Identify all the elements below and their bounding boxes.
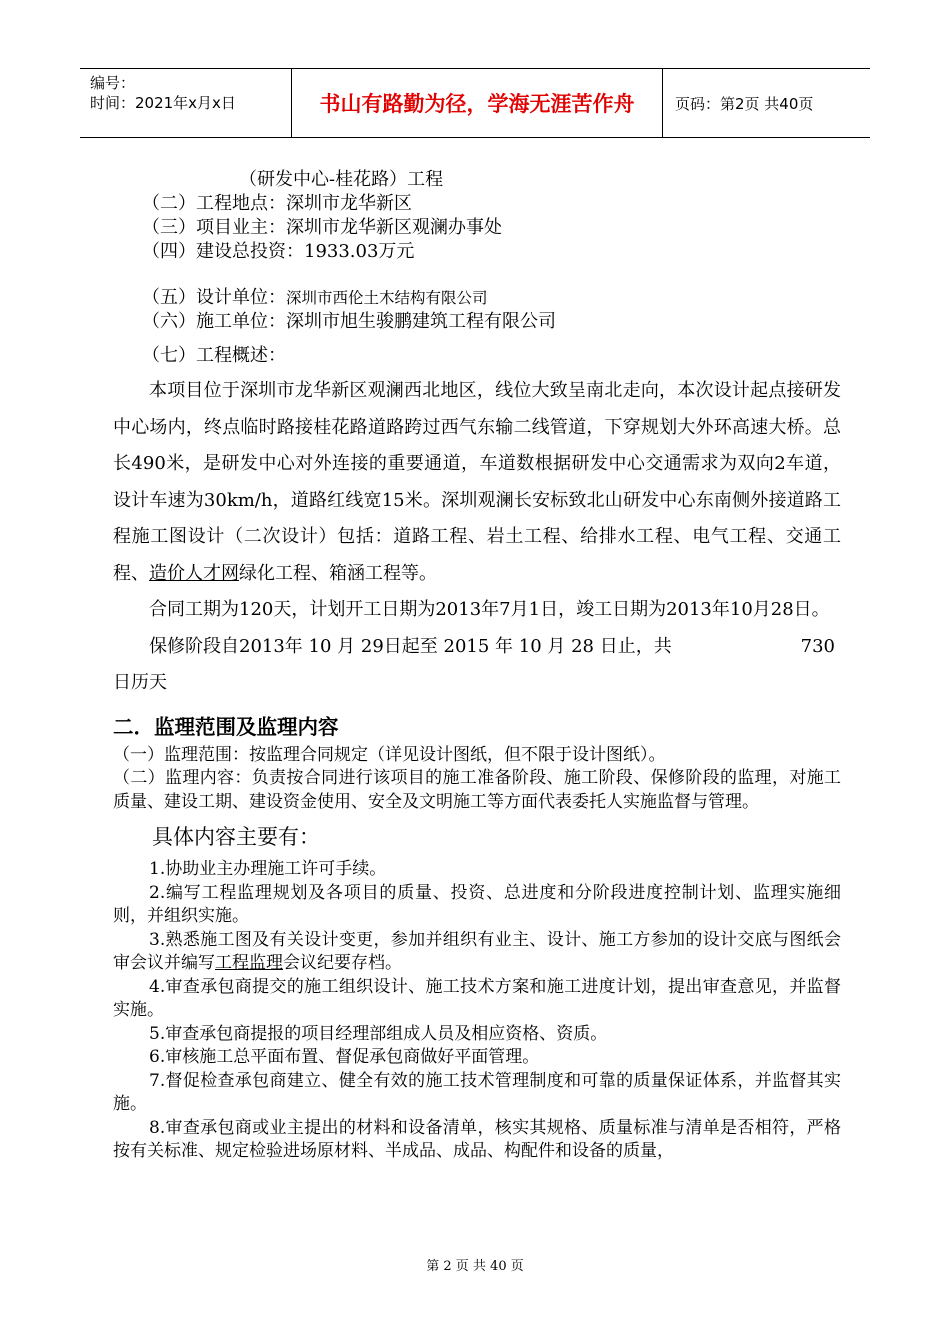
designer-name: 深圳市西伦土木结构有限公司 — [286, 289, 488, 307]
item3-text-a: 3.熟悉施工图及有关设计变更，参加并组织有业主、设计、施工方参加的设计交底与图纸会审会议并编写 — [113, 929, 841, 973]
overview-text-a: 本项目位于深圳市龙华新区观澜西北地区，线位大致呈南北走向，本次设计起点接研发中心场内，终点临时路接桂花路道路跨过西气东输二线管道，下穿规划大外环高速大桥。总长490米，是研发中心对外连接的重要通道，车道数根据研发中心交通需求为双向2车道，设计车速为30km/h，道路红线宽15米。深圳观澜长安标致北山研发中心东南侧外接道路工程施工图设计（二次设计）包括：道路工程、岩土工程、给排水工程、电气工程、交通工程、 — [113, 380, 841, 584]
list-item-4: 4.审查承包商提交的施工组织设计、施工技术方案和施工进度计划，提出审查意见，并监督实施。 — [113, 976, 841, 1020]
sub-heading: 具体内容主要有： — [152, 825, 320, 849]
list-item-1: 1.协助业主办理施工许可手续。 — [149, 859, 387, 879]
project-investment: （四）建设总投资：1933.03万元 — [142, 241, 415, 262]
project-designer — [113, 286, 841, 310]
project-contractor: （六）施工单位：深圳市旭生骏鹏建筑工程有限公司 — [142, 311, 556, 332]
project-title-cont: （研发中心-桂花路）工程 — [239, 169, 444, 190]
overview-text-b: 绿化工程、箱涵工程等。 — [239, 562, 437, 584]
page-header — [80, 68, 870, 138]
list-item-8: 8.审查承包商或业主提出的材料和设备清单，核实其规格、质量标准与清单是否相符，严格按有关标准、规定检验进场原材料、半成品、成品、构配件和设备的质量， — [113, 1117, 841, 1161]
warranty-text-a: 保修阶段自2013年 10 月 29日起至 2015 年 10 月 28 日止，共 — [149, 635, 672, 657]
period-paragraph: 合同工期为120天，计划开工日期为2013年7月1日，竣工日期为2013年10月28日。 — [149, 599, 830, 620]
section-heading: 二．监理范围及监理内容 — [113, 714, 339, 739]
page-footer: 第 2 页 共 40 页 — [426, 1259, 524, 1274]
designer-label: （五）设计单位： — [142, 287, 286, 308]
list-item-3 — [113, 929, 841, 976]
header-page-label: 页码：第2页 共40页 — [675, 94, 814, 113]
header-meta — [80, 69, 292, 137]
overview-paragraph — [113, 373, 841, 592]
item3-text-b: 会议纪要存档。 — [283, 953, 402, 973]
overview-link[interactable]: 造价人才网 — [149, 562, 239, 584]
header-motto: 书山有路勤为径，学海无涯苦作舟 — [292, 69, 663, 137]
list-item-2: 2.编写工程监理规划及各项目的质量、投资、总进度和分阶段进度控制计划、监理实施细则，并组织实施。 — [113, 882, 841, 926]
item3-link[interactable]: 工程监理 — [215, 953, 283, 973]
scope-paragraph: （一）监理范围：按监理合同规定（详见设计图纸，但不限于设计图纸）。 — [113, 744, 666, 765]
project-location: （二）工程地点：深圳市龙华新区 — [142, 193, 412, 214]
list-item-6: 6.审核施工总平面布置、督促承包商做好平面管理。 — [149, 1047, 540, 1067]
number-label: 编号： — [90, 74, 136, 92]
document-body — [113, 168, 841, 1164]
list-item-7: 7.督促检查承包商建立、健全有效的施工技术管理制度和可靠的质量保证体系，并监督其实施。 — [113, 1070, 841, 1114]
overview-label: （七）工程概述： — [142, 345, 286, 366]
warranty-text-b: 日历天 — [113, 672, 167, 693]
time-label: 时间：2021年x月x日 — [90, 94, 236, 112]
warranty-days: 730 — [800, 635, 835, 657]
content-paragraph: （二）监理内容：负责按合同进行该项目的施工准备阶段、施工阶段、保修阶段的监理，对施工质量、建设工期、建设资金使用、安全及文明施工等方面代表委托人实施监督与管理。 — [113, 768, 841, 812]
project-owner: （三）项目业主：深圳市龙华新区观澜办事处 — [142, 217, 502, 238]
warranty-paragraph — [113, 629, 841, 702]
list-item-5: 5.审查承包商提报的项目经理部组成人员及相应资格、资质。 — [149, 1023, 608, 1044]
